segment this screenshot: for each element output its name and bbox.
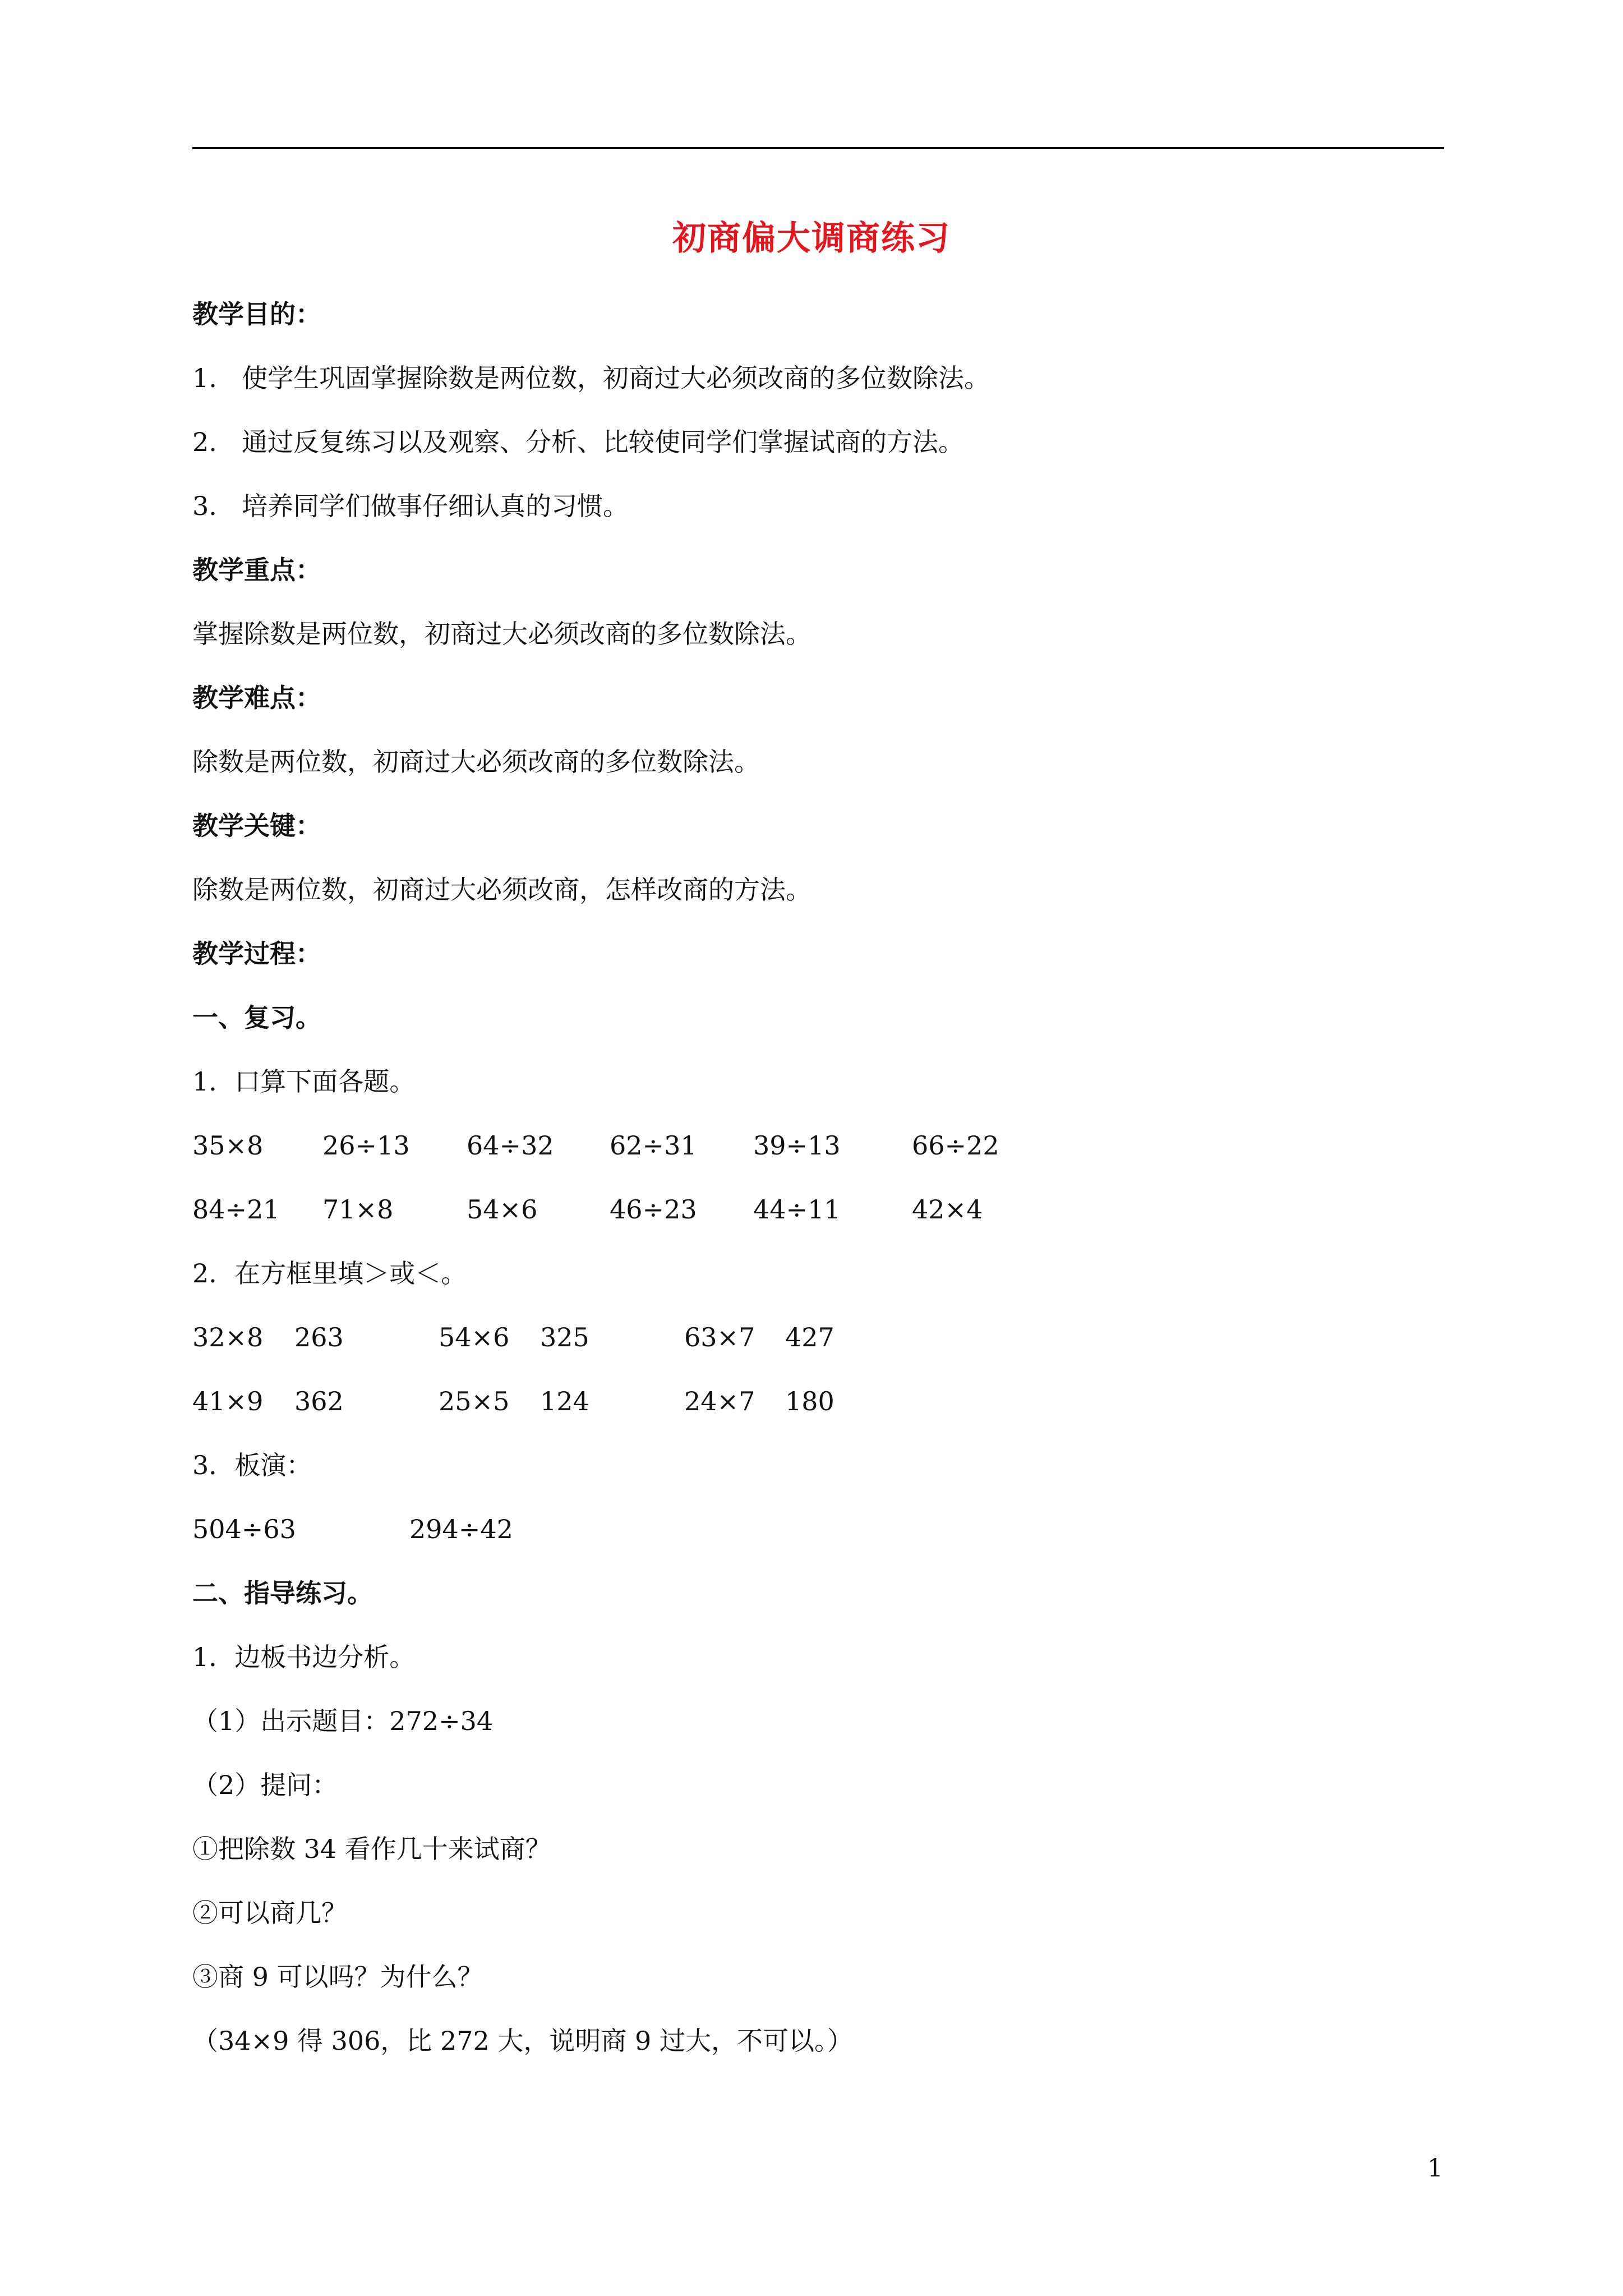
key-text: 掌握除数是两位数，初商过大必须改商的多位数除法。 (192, 619, 811, 649)
objective-item (192, 489, 629, 523)
objective-number: 2. (192, 427, 217, 457)
compare-expr: 54×6 (439, 1322, 510, 1352)
compare-expr: 63×7 (684, 1322, 755, 1352)
mental-expr: 44÷11 (753, 1194, 841, 1225)
review-item: 2．在方框里填＞或＜。 (192, 1258, 467, 1289)
mental-expr: 84÷21 (192, 1194, 280, 1225)
objective-text: 通过反复练习以及观察、分析、比较使同学们掌握试商的方法。 (242, 427, 964, 457)
guided-item: 1．边板书边分析。 (192, 1642, 416, 1672)
mental-expr: 54×6 (467, 1194, 538, 1225)
review-item: 3．板演： (192, 1450, 312, 1480)
objective-text: 使学生巩固掌握除数是两位数，初商过大必须改商的多位数除法。 (242, 363, 990, 393)
guided-heading: 二、指导练习。 (192, 1578, 373, 1608)
review-heading: 一、复习。 (192, 1002, 321, 1033)
question-item: ①把除数 34 看作几十来试商？ (192, 1834, 551, 1864)
compare-expr: 32×8 (192, 1322, 264, 1352)
board-expr: 294÷42 (409, 1514, 513, 1544)
difficulty-heading: 教学难点： (192, 683, 321, 713)
key-heading: 教学重点： (192, 555, 321, 585)
objective-heading: 教学目的： (192, 299, 321, 329)
explanation-text: （34×9 得 306，比 272 大，说明商 9 过大，不可以。） (192, 2026, 853, 2056)
compare-expr: 41×9 (192, 1386, 264, 1416)
crux-text: 除数是两位数，初商过大必须改商，怎样改商的方法。 (192, 875, 811, 905)
page-title: 初商偏大调商练习 (672, 219, 951, 258)
question-item: ③商 9 可以吗？为什么？ (192, 1962, 483, 1992)
compare-value: 124 (540, 1386, 589, 1416)
header-rule (192, 147, 1444, 149)
guided-subitem: （1）出示题目：272÷34 (192, 1706, 494, 1736)
objective-text: 培养同学们做事仔细认真的习惯。 (242, 491, 629, 521)
board-expr: 504÷63 (192, 1514, 296, 1544)
compare-value: 325 (540, 1322, 589, 1352)
objective-number: 1. (192, 363, 217, 393)
compare-value: 180 (785, 1386, 834, 1416)
crux-heading: 教学关键： (192, 811, 321, 841)
mental-expr: 66÷22 (912, 1130, 999, 1161)
mental-expr: 64÷32 (467, 1130, 554, 1161)
compare-value: 263 (294, 1322, 344, 1352)
mental-expr: 42×4 (912, 1194, 983, 1225)
objective-item (192, 361, 990, 395)
compare-expr: 25×5 (439, 1386, 510, 1416)
mental-expr: 26÷13 (322, 1130, 410, 1161)
difficulty-text: 除数是两位数，初商过大必须改商的多位数除法。 (192, 747, 760, 777)
mental-expr: 35×8 (192, 1130, 264, 1161)
mental-expr: 62÷31 (610, 1130, 697, 1161)
page-number: 1 (1427, 2154, 1443, 2183)
question-item: ②可以商几？ (192, 1898, 347, 1928)
compare-expr: 24×7 (684, 1386, 755, 1416)
review-item: 1．口算下面各题。 (192, 1066, 416, 1097)
mental-expr: 39÷13 (753, 1130, 841, 1161)
objective-number: 3. (192, 491, 217, 521)
compare-value: 427 (785, 1322, 834, 1352)
guided-subitem: （2）提问： (192, 1770, 338, 1800)
mental-expr: 71×8 (322, 1194, 394, 1225)
compare-value: 362 (294, 1386, 344, 1416)
process-heading: 教学过程： (192, 938, 321, 969)
objective-item (192, 425, 964, 459)
mental-expr: 46÷23 (610, 1194, 697, 1225)
